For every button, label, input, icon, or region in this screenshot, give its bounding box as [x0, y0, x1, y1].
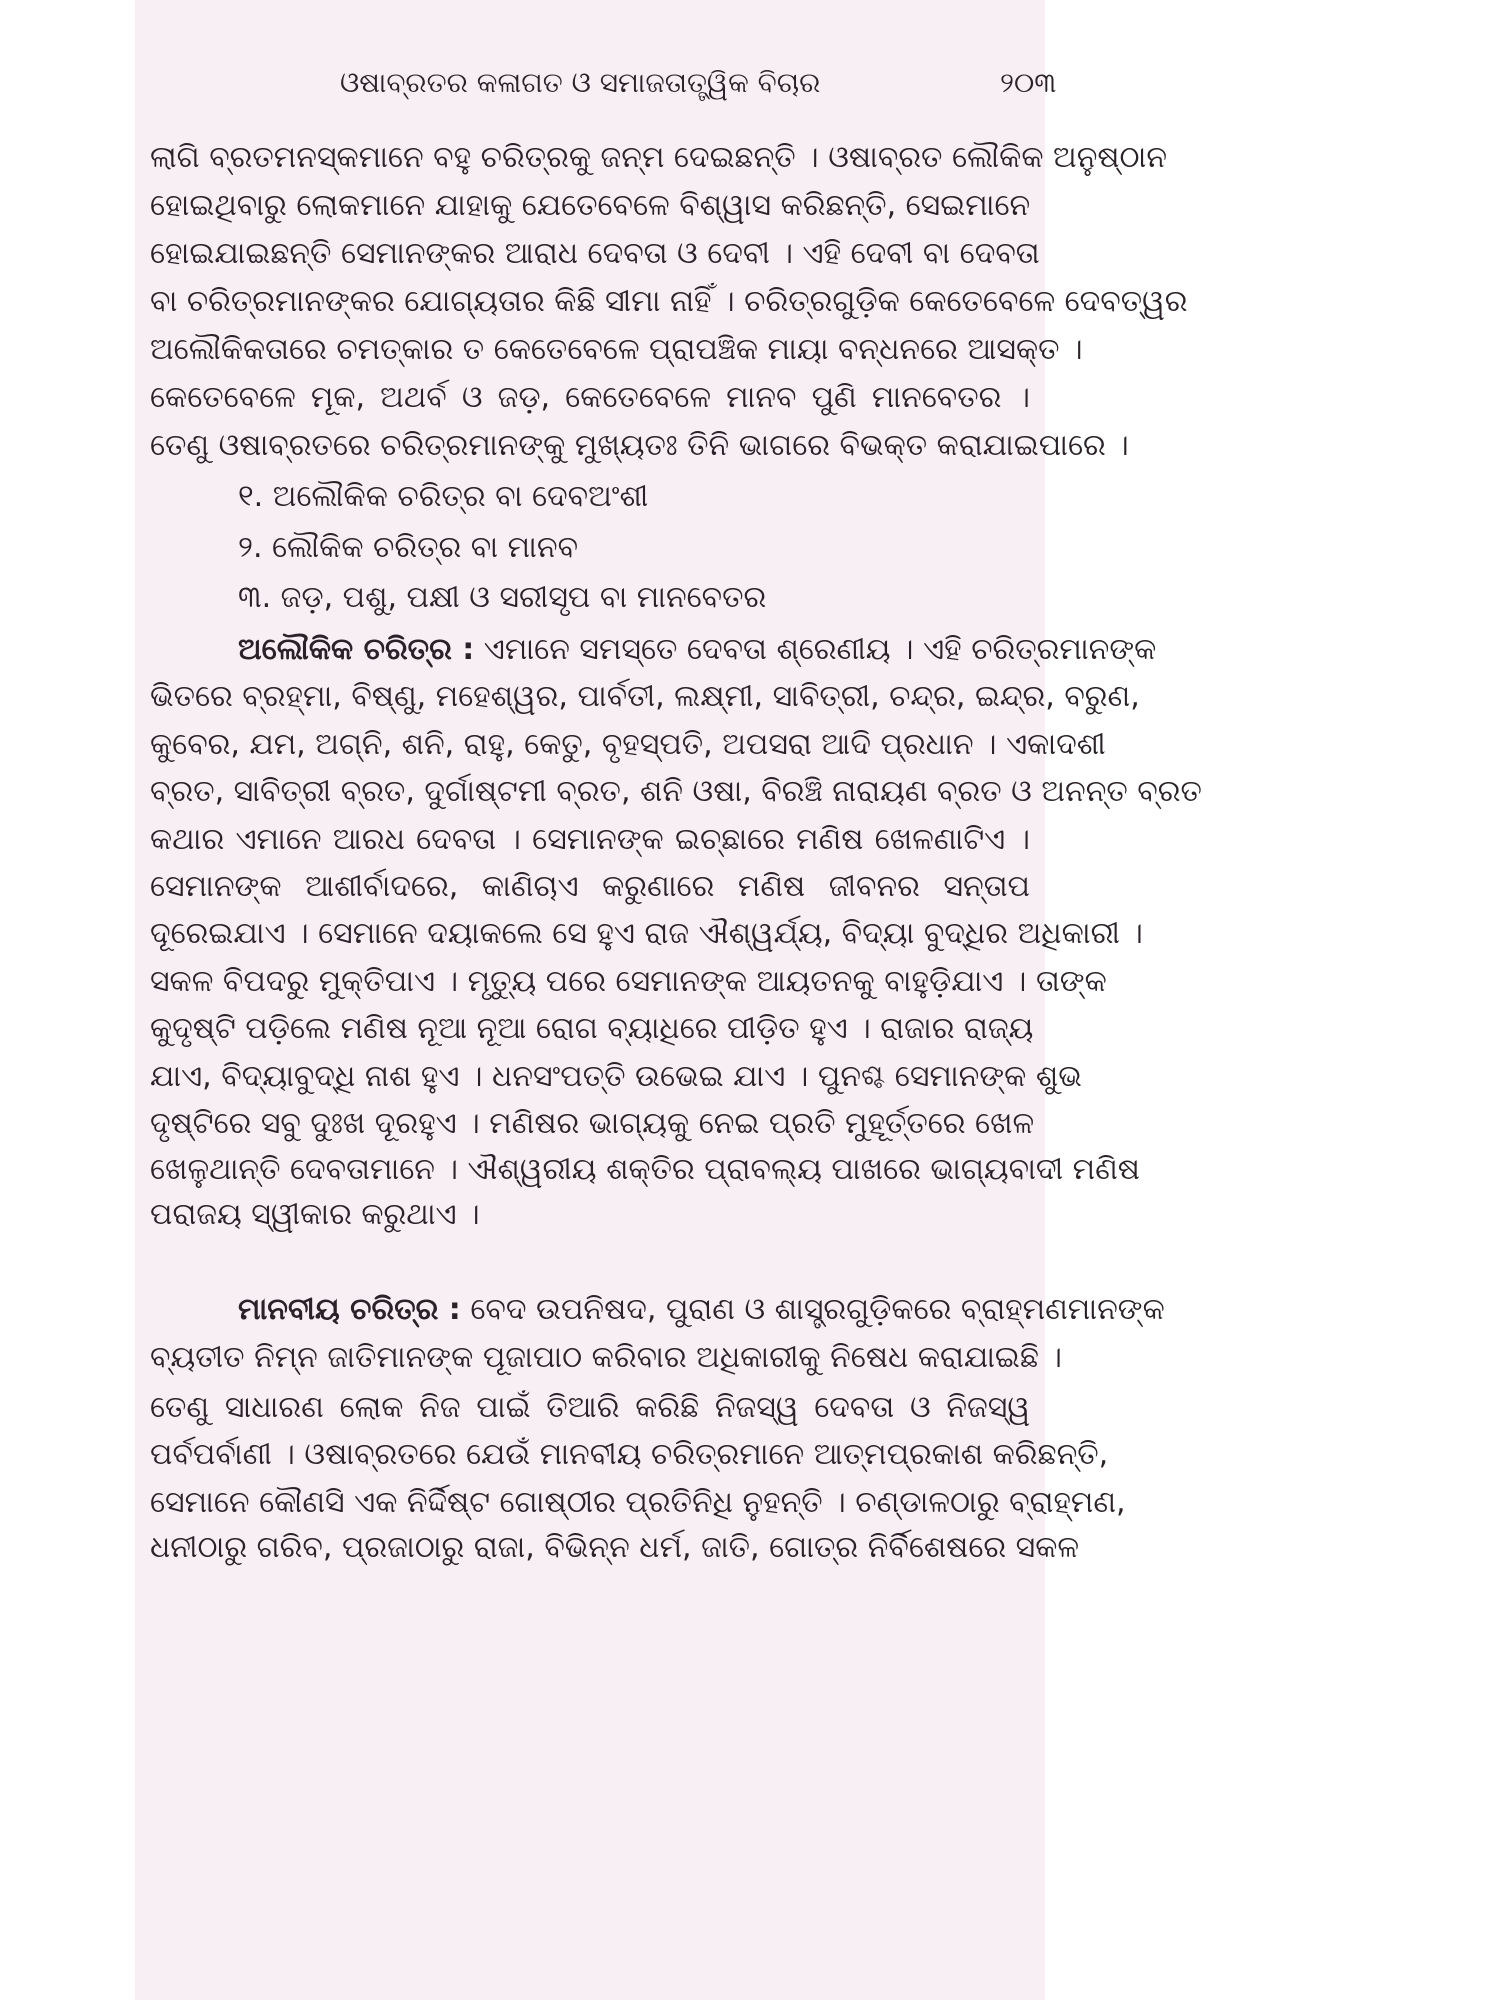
text-line: ପର୍ବପର୍ବାଣୀ । ଓଷାବ୍ରତରେ ଯେଉଁ ମାନବୀୟ ଚରିତ୍ରମାନେ ଆତ୍ମପ୍ରକାଶ କରିଛନ୍ତି, — [150, 1437, 1109, 1472]
text-line: କଥାର ଏମାନେ ଆରଧ ଦେବତା । ସେମାନଙ୍କ ଇଚ୍ଛାରେ ମଣିଷ ଖେଳଣାଟିଏ । — [150, 822, 1030, 857]
text-line: ପରାଜୟ ସ୍ୱୀକାର କରୁଥାଏ । — [150, 1197, 480, 1232]
text-line: ଦୂରେଇଯାଏ । ସେମାନେ ଦୟାକଲେ ସେ ହୁଏ ରାଜ ଐଶ୍ୱର୍ଯ୍ୟ, ବିଦ୍ୟା ବୁଦ୍ଧିର ଅଧିକାରୀ । — [150, 916, 1143, 951]
text-line: ତେଣୁ ଓଷାବ୍ରତରେ ଚରିତ୍ରମାନଙ୍କୁ ମୁଖ୍ୟତଃ ତିନି ଭାଗରେ ବିଭକ୍ତ କରାଯାଇପାରେ । — [150, 428, 1129, 463]
text-line: ସକଳ ବିପଦରୁ ମୁକ୍ତିପାଏ । ମୃତ୍ୟୁ ପରେ ସେମାନଙ୍କ ଆୟତନକୁ ବାହୁଡ଼ିଯାଏ । ତାଙ୍କ — [150, 964, 1107, 999]
list-item: ୧. ଅଲୌକିକ ଚରିତ୍ର ବା ଦେବଅଂଶୀ — [238, 479, 649, 514]
page-number: ୨୦୩ — [1000, 66, 1057, 99]
text-line: ବ୍ୟତୀତ ନିମ୍ନ ଜାତିମାନଙ୍କ ପୂଜାପାଠ କରିବାର ଅଧିକାରୀକୁ ନିଷେଧ କରାଯାଇଛି । — [150, 1340, 1062, 1375]
text-line: ହୋଇଥିବାରୁ ଲୋକମାନେ ଯାହାକୁ ଯେତେବେଳେ ବିଶ୍ୱାସ କରିଛନ୍ତି, ସେଇମାନେ — [150, 188, 1031, 223]
text-line: ଖେଳୁଥାନ୍ତି ଦେବତାମାନେ । ଐଶ୍ୱରୀୟ ଶକ୍ତିର ପ୍ରାବଲ୍ୟ ପାଖରେ ଭାଗ୍ୟବାଦୀ ମଣିଷ — [150, 1152, 1140, 1187]
text-line: ହୋଇଯାଇଛନ୍ତି ସେମାନଙ୍କର ଆରାଧ ଦେବତା ଓ ଦେବୀ । ଏହି ଦେବୀ ବା ଦେବତା — [150, 236, 1040, 271]
text-line: ବା ଚରିତ୍ରମାନଙ୍କର ଯୋଗ୍ୟତାର କିଛି ସୀମା ନାହିଁ । ଚରିତ୍ରଗୁଡ଼ିକ କେତେବେଳେ ଦେବତ୍ୱର — [150, 284, 1188, 319]
text-line: ସେମାନଙ୍କ ଆଶୀର୍ବାଦରେ, କାଣିଚାଏ କରୁଣାରେ ମଣିଷ ଜୀବନର ସନ୍ତାପ — [150, 869, 1030, 904]
paragraph-first-line — [238, 630, 1157, 670]
text-line: କେତେବେଳେ ମୂକ, ଅଥର୍ବ ଓ ଜଡ଼, କେତେବେଳେ ମାନବ ପୁଣି ମାନବେତର । — [150, 380, 1030, 415]
section-heading-human: ମାନବୀୟ ଚରିତ୍ର : — [238, 1292, 461, 1327]
text-line: ସେମାନେ କୌଣସି ଏକ ନିର୍ଦ୍ଦିଷ୍ଟ ଗୋଷ୍ଠୀର ପ୍ରତିନିଧି ନୁହନ୍ତି । ଚଣ୍ଡାଳଠାରୁ ବ୍ରାହ୍ମଣ, — [150, 1485, 1126, 1520]
list-item: ୨. ଲୌକିକ ଚରିତ୍ର ବା ମାନବ — [238, 530, 579, 565]
text-line: କୁବେର, ଯମ, ଅଗ୍ନି, ଶନି, ରାହୁ, କେତୁ, ବୃହସ୍ପତି, ଅପସରା ଆଦି ପ୍ରଧାନ । ଏକାଦଶୀ — [150, 727, 1106, 762]
text-line: ବ୍ରତ, ସାବିତ୍ରୀ ବ୍ରତ, ଦୁର୍ଗାଷ୍ଟମୀ ବ୍ରତ, ଶନି ଓଷା, ବିରଞ୍ଚି ନାରାୟଣ ବ୍ରତ ଓ ଅନନ୍ତ ବ୍ରତ — [150, 774, 1202, 809]
running-header-title: ଓଷାବ୍ରତର କଳାଗତ ଓ ସମାଜତାତ୍ତ୍ୱିକ ବିଚାର — [340, 66, 821, 99]
text-line: ଯାଏ, ବିଦ୍ୟାବୁଦ୍ଧି ନାଶ ହୁଏ । ଧନସଂପତ୍ତି ଉଭେଇ ଯାଏ । ପୁନଶ୍ଚ ସେମାନଙ୍କ ଶୁଭ — [150, 1059, 1082, 1094]
text-line: ଲାଗି ବ୍ରତମନସ୍କମାନେ ବହୁ ଚରିତ୍ରକୁ ଜନ୍ମ ଦେଇଛନ୍ତି । ଓଷାବ୍ରତ ଲୌକିକ ଅନୁଷ୍ଠାନ — [150, 140, 1168, 175]
text-line: କୁଦୃଷ୍ଟି ପଡ଼ିଲେ ମଣିଷ ନୂଆ ନୂଆ ରୋଗ ବ୍ୟାଧିରେ ପୀଡ଼ିତ ହୁଏ । ରାଜାର ରାଜ୍ୟ — [150, 1011, 1034, 1046]
text-line: ତେଣୁ ସାଧାରଣ ଲୋକ ନିଜ ପାଇଁ ତିଆରି କରିଛି ନିଜସ୍ୱ ଦେବତା ଓ ନିଜସ୍ୱ — [150, 1390, 1030, 1425]
section-heading-supernatural: ଅଲୌକିକ ଚରିତ୍ର : — [238, 632, 475, 667]
text-line: ଦୃଷ୍ଟିରେ ସବୁ ଦୁଃଖ ଦୂରହୁଏ । ମଣିଷର ଭାଗ୍ୟକୁ ନେଇ ପ୍ରତି ମୁହୂର୍ତ୍ତରେ ଖେଳ — [150, 1106, 1035, 1141]
text-line: ଅଲୌକିକତାରେ ଚମତ୍କାର ତ କେତେବେଳେ ପ୍ରାପଞ୍ଚିକ ମାୟା ବନ୍ଧନରେ ଆସକ୍ତ । — [150, 332, 1083, 367]
paragraph-first-line — [238, 1290, 1165, 1330]
text-line: ଧନୀଠାରୁ ଗରିବ, ପ୍ରଜାଠାରୁ ରାଜା, ବିଭିନ୍ନ ଧର୍ମ, ଜାତି, ଗୋତ୍ର ନିର୍ବିଶେଷରେ ସକଳ — [150, 1530, 1080, 1565]
text-span: ଏମାନେ ସମସ୍ତେ ଦେବତା ଶ୍ରେଣୀୟ । ଏହି ଚରିତ୍ରମାନଙ୍କ — [474, 632, 1157, 667]
text-line: ଭିତରେ ବ୍ରହ୍ମା, ବିଷ୍ଣୁ, ମହେଶ୍ୱର, ପାର୍ବତୀ, ଲକ୍ଷ୍ମୀ, ସାବିତ୍ରୀ, ଚନ୍ଦ୍ର, ଇନ୍ଦ୍ର, ବରୁଣ, — [150, 679, 1140, 714]
list-item: ୩. ଜଡ଼, ପଶୁ, ପକ୍ଷୀ ଓ ସରୀସୃପ ବା ମାନବେତର — [238, 580, 767, 615]
text-span: ବେଦ ଉପନିଷଦ, ପୁରାଣ ଓ ଶାସ୍ତ୍ରଗୁଡ଼ିକରେ ବ୍ରାହ୍ମଣମାନଙ୍କ — [460, 1292, 1165, 1327]
